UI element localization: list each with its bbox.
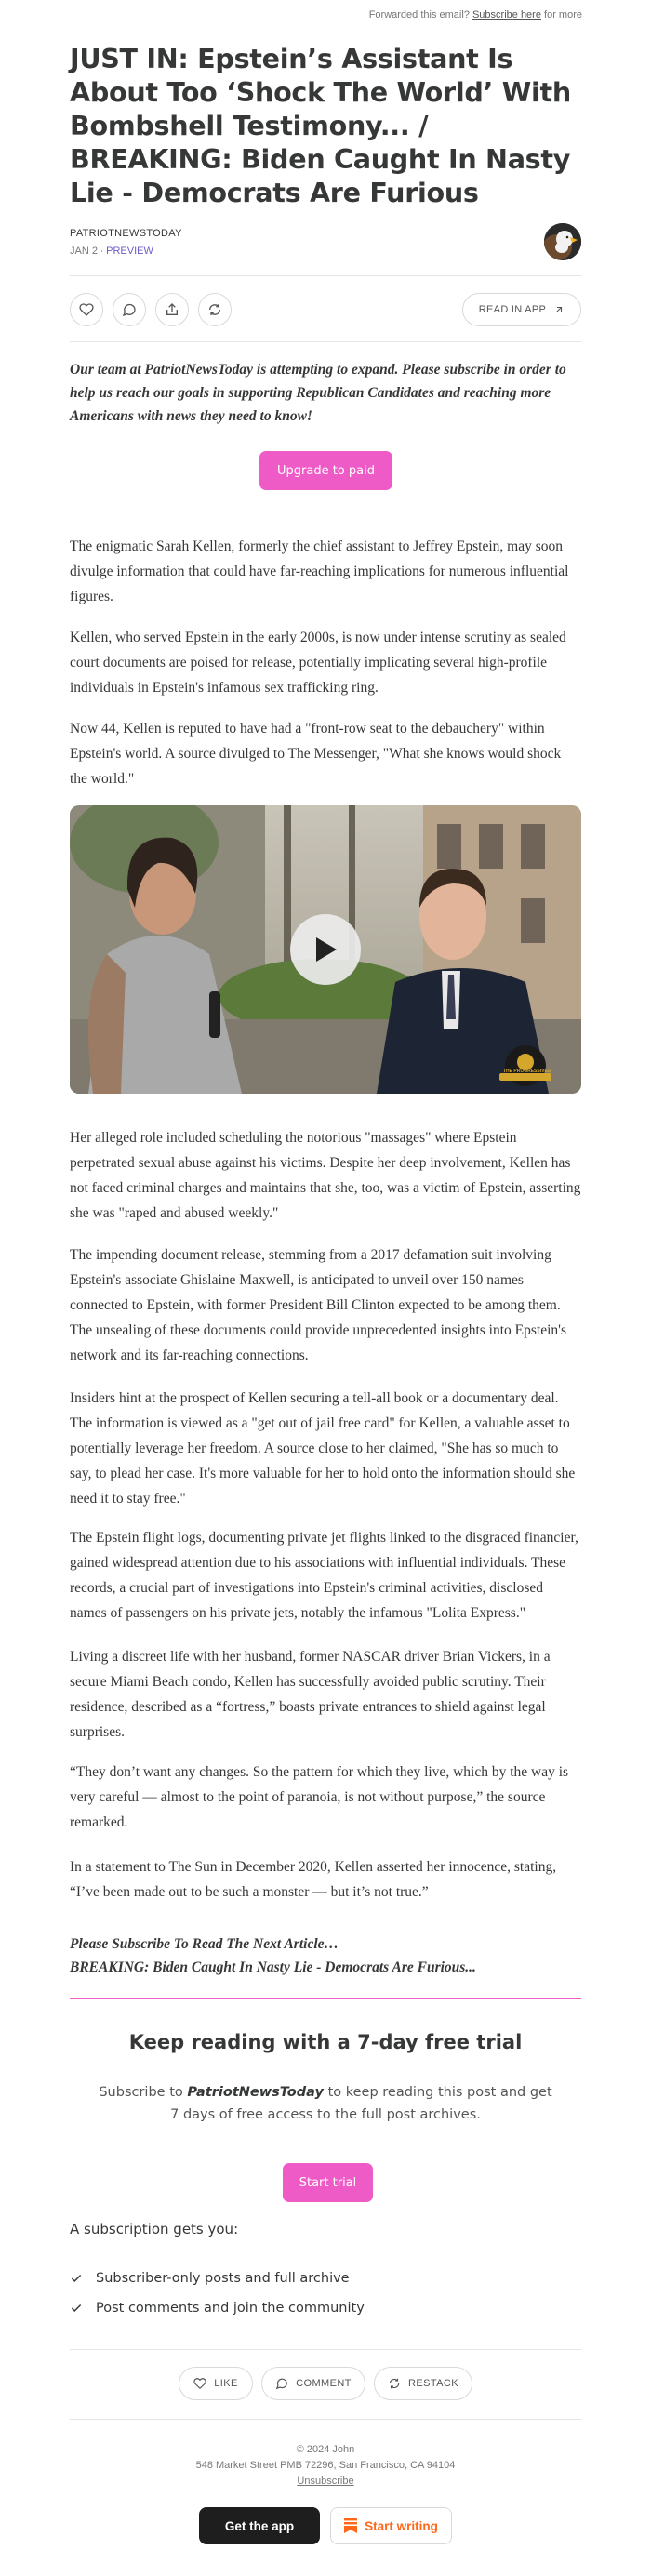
copyright: © 2024 John: [296, 2444, 355, 2455]
start-trial-button[interactable]: Start trial: [283, 2163, 373, 2202]
comment-button[interactable]: [113, 293, 146, 326]
comment-icon: [275, 2377, 288, 2390]
publication-avatar[interactable]: [544, 223, 581, 260]
start-writing-button[interactable]: [330, 2507, 452, 2544]
forward-suffix: for more: [544, 9, 582, 20]
paragraph: In a statement to The Sun in December 2020, Kellen asserted her innocence, stating, “I’ve been made out to be such a monster — but it’s not true.”: [70, 1859, 557, 1900]
get-the-app-button[interactable]: Get the app: [199, 2507, 320, 2544]
comment-icon: [122, 302, 137, 317]
unsubscribe-link[interactable]: Unsubscribe: [297, 2476, 354, 2487]
subscription-heading: A subscription gets you:: [70, 2221, 239, 2237]
heart-icon: [193, 2377, 206, 2390]
upgrade-to-paid-button[interactable]: Upgrade to paid: [259, 451, 392, 490]
trial-text-before: Subscribe to: [99, 2085, 183, 2100]
paragraph: The enigmatic Sarah Kellen, formerly the chief assistant to Jeffrey Epstein, may soon divulge information that could have far-reaching implications for numerous influential figures.: [70, 538, 569, 604]
paragraph: Living a discreet life with her husband, former NASCAR driver Brian Vickers, in a secure Miami Beach condo, Kellen has successfully avoided public scrutiny. Their residence, described as a “fortress,” boasts private entrances to shield against legal surprises.: [70, 1649, 551, 1740]
forward-notice: [0, 0, 651, 37]
paragraph: Her alleged role included scheduling the notorious "massages" where Epstein perpetrated sexual abuse against his victims. Despite her deep involvement, Kellen has not faced criminal charges and maintains that she, too, was a victim of Epstein, asserting she was "raped and abused weekly.": [70, 1130, 581, 1221]
intro-appeal: Our team at PatriotNewsToday is attempting to expand. Please subscribe in order to help us reach our goals in supporting Republican Candidates and reaching more Americans with news they need to know!: [70, 362, 566, 424]
post-meta: [70, 246, 581, 257]
post-title[interactable]: JUST IN: Epstein’s Assistant Is About Too ‘Shock The World’ With Bombshell Testimony... / BREAKING: Biden Caught In Nasty Lie - Democrats Are Furious: [70, 43, 571, 208]
start-writing-label: Start writing: [365, 2518, 438, 2533]
post-date: JAN 2: [70, 246, 98, 257]
like-label: LIKE: [214, 2378, 238, 2389]
paywall-divider: [70, 1998, 581, 1999]
trial-publication: PatriotNewsToday: [187, 2085, 324, 2100]
play-icon: [312, 936, 339, 963]
paragraph: The Epstein flight logs, documenting private jet flights linked to the disgraced financier, gained widespread attention due to his associations with influential individuals. These records, a crucial part of investigations into Epstein's criminal activities, disclosed names of passengers on his private jets, notably the infamous "Lolita Express.": [70, 1530, 578, 1621]
paragraph: “They don’t want any changes. So the pattern for which they live, which by the way is very careful — almost to the point of paranoia, is not without purpose,” the source remarked.: [70, 1764, 569, 1830]
read-in-app-label: READ IN APP: [478, 304, 547, 315]
video-watermark: THE PROGRESSIVES: [503, 1069, 551, 1074]
check-icon: [70, 2272, 83, 2285]
publication-name[interactable]: PATRIOTNEWSTODAY: [70, 228, 182, 239]
restack-button[interactable]: [198, 293, 232, 326]
restack-pill-button[interactable]: [374, 2367, 472, 2400]
share-button[interactable]: [155, 293, 189, 326]
trial-text-after: to keep reading this post and get 7 days of free access to the full post archives.: [170, 2085, 552, 2122]
like-button[interactable]: [70, 293, 103, 326]
subscribe-here-link[interactable]: Subscribe here: [472, 9, 541, 20]
benefit-label: Post comments and join the community: [96, 2301, 365, 2316]
next-article-title: BREAKING: Biden Caught In Nasty Lie - Democrats Are Furious...: [70, 1959, 476, 1975]
meta-separator: ∙: [100, 246, 104, 257]
bottom-actions: [70, 2349, 581, 2420]
forward-prefix: Forwarded this email?: [368, 9, 470, 20]
heart-icon: [79, 302, 94, 317]
like-pill-button[interactable]: [179, 2367, 253, 2400]
restack-label: RESTACK: [408, 2378, 458, 2389]
comment-pill-button[interactable]: [261, 2367, 365, 2400]
post-actions: [70, 275, 581, 342]
list-item: [70, 2264, 365, 2293]
preview-label: PREVIEW: [106, 246, 153, 257]
byline: [70, 219, 581, 266]
benefit-label: Subscriber-only posts and full archive: [96, 2271, 350, 2286]
paragraph: Now 44, Kellen is reputed to have had a "front-row seat to the debauchery" within Epstein's world. A source divulged to The Messenger, "What she knows would shock the world.": [70, 721, 562, 787]
list-item: [70, 2293, 365, 2323]
share-icon: [165, 302, 179, 317]
comment-label: COMMENT: [296, 2378, 352, 2389]
paragraph: Kellen, who served Epstein in the early 2000s, is now under intense scrutiny as sealed court documents are poised for release, potentially implicating several high-profile individuals in Epstein's infamous sex trafficking ring.: [70, 630, 566, 696]
read-in-app-button[interactable]: [462, 293, 581, 326]
check-icon: [70, 2302, 83, 2315]
restack-icon: [207, 302, 222, 317]
video-embed[interactable]: [70, 805, 581, 1094]
email-footer: [0, 2442, 651, 2490]
trial-heading: Keep reading with a 7-day free trial: [128, 2031, 523, 2053]
restack-icon: [388, 2377, 401, 2390]
play-button[interactable]: [290, 914, 361, 985]
paragraph: The impending document release, stemming from a 2017 defamation suit involving Epstein's associate Ghislaine Maxwell, is anticipated to unveil over 150 names connected to Epstein, with former President Bill Clinton expected to be among them. The unsealing of these documents could provide unprecedented insights into Epstein's network and its far-reaching connections.: [70, 1247, 566, 1363]
benefits-list: [70, 2264, 365, 2323]
teaser-line: Please Subscribe To Read The Next Article…: [70, 1936, 339, 1952]
postal-address: 548 Market Street PMB 72296, San Francisco, CA 94104: [195, 2460, 456, 2471]
substack-logo-icon: [344, 2518, 357, 2533]
eagle-logo-icon: [544, 223, 581, 260]
subscribe-teaser: [70, 1932, 581, 1979]
arrow-up-right-icon: [553, 304, 565, 315]
paragraph: Insiders hint at the prospect of Kellen securing a tell-all book or a documentary deal. The information is viewed as a "get out of jail free card" for Kellen, a valuable asset to potentially leverage her freedom. A source close to her claimed, "She has so much to say, to plead her case. It's more valuable for her to hold onto the information should she need it to stay free.": [70, 1390, 576, 1507]
trial-description: [93, 2081, 558, 2126]
